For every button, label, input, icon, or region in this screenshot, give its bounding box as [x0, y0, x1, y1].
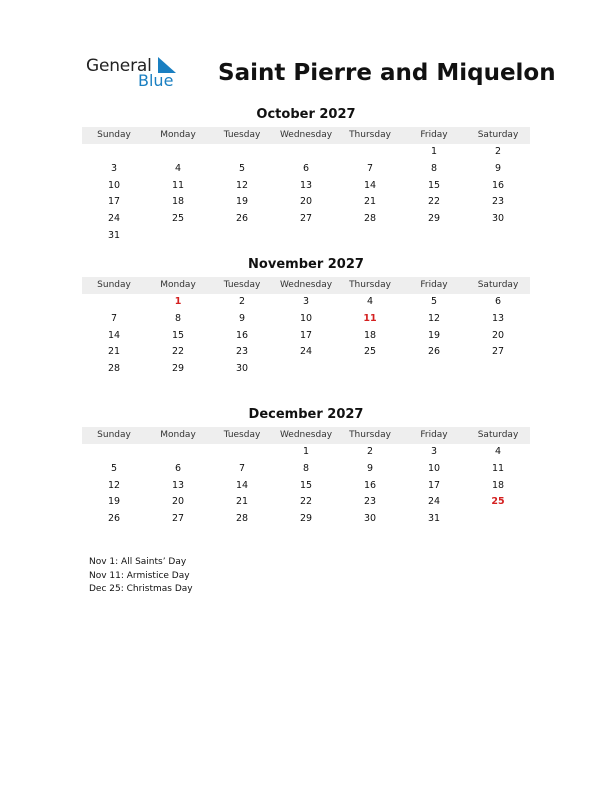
- month-title: November 2027: [248, 257, 364, 272]
- day-cell: 24: [299, 346, 313, 358]
- day-cell: 12: [235, 179, 249, 191]
- day-cell: 18: [171, 196, 185, 208]
- day-cell: 27: [299, 213, 313, 225]
- day-cell: 4: [366, 296, 374, 307]
- day-cell: 3: [302, 296, 310, 307]
- day-cell: 5: [430, 296, 438, 307]
- day-cell: 23: [491, 196, 505, 208]
- holiday-day-cell: 25: [491, 496, 505, 508]
- day-cell: 13: [299, 179, 313, 191]
- month-title: October 2027: [256, 107, 356, 122]
- day-cell: 13: [491, 312, 505, 324]
- empty-day-cell: [210, 444, 274, 461]
- weekday-header: [82, 127, 530, 144]
- day-cell: 11: [171, 179, 185, 191]
- day-cell: 12: [107, 479, 121, 491]
- weekday-label: Sunday: [97, 130, 131, 140]
- day-cell: 2: [494, 146, 502, 157]
- day-grid: [82, 144, 530, 245]
- day-cell: 8: [430, 162, 438, 174]
- day-cell: 24: [107, 213, 121, 225]
- day-cell: 5: [238, 162, 246, 174]
- day-cell: 17: [107, 196, 121, 208]
- day-cell: 25: [363, 346, 377, 358]
- page-title: Saint Pierre and Miquelon: [218, 60, 556, 86]
- day-cell: 14: [363, 179, 377, 191]
- day-cell: 28: [363, 213, 377, 225]
- day-cell: 4: [494, 446, 502, 457]
- logo-text-blue: Blue: [138, 71, 174, 90]
- day-cell: 30: [235, 363, 249, 375]
- weekday-header: [82, 427, 530, 444]
- day-cell: 16: [491, 179, 505, 191]
- empty-day-cell: [82, 294, 146, 311]
- day-cell: 7: [366, 162, 374, 174]
- day-cell: 19: [235, 196, 249, 208]
- day-cell: 21: [363, 196, 377, 208]
- day-cell: 15: [171, 329, 185, 341]
- day-cell: 31: [427, 513, 441, 525]
- weekday-label: Friday: [420, 430, 448, 440]
- day-cell: 21: [235, 496, 249, 508]
- day-cell: 22: [299, 496, 313, 508]
- weekday-label: Saturday: [477, 130, 519, 140]
- day-grid: [82, 444, 530, 528]
- logo-text-general: General: [86, 56, 152, 76]
- weekday-label: Wednesday: [279, 280, 333, 290]
- day-cell: 19: [107, 496, 121, 508]
- day-cell: 26: [107, 513, 121, 525]
- day-cell: 19: [427, 329, 441, 341]
- day-cell: 12: [427, 312, 441, 324]
- day-cell: 9: [366, 462, 374, 474]
- weekday-label: Sunday: [97, 430, 131, 440]
- empty-day-cell: [146, 444, 210, 461]
- calendar-month-october: [82, 106, 530, 245]
- day-cell: 25: [171, 213, 185, 225]
- day-cell: 20: [491, 329, 505, 341]
- day-cell: 31: [107, 229, 121, 241]
- day-cell: 30: [363, 513, 377, 525]
- holiday-day-cell: 11: [363, 312, 377, 324]
- day-cell: 17: [427, 479, 441, 491]
- day-cell: 2: [238, 296, 246, 307]
- day-cell: 5: [110, 462, 118, 474]
- day-cell: 20: [171, 496, 185, 508]
- day-cell: 3: [430, 446, 438, 457]
- empty-day-cell: [82, 444, 146, 461]
- day-cell: 10: [299, 312, 313, 324]
- holiday-notes: [89, 556, 193, 597]
- day-cell: 28: [235, 513, 249, 525]
- weekday-label: Thursday: [349, 430, 391, 440]
- day-cell: 17: [299, 329, 313, 341]
- day-cell: 7: [238, 462, 246, 474]
- day-cell: 16: [235, 329, 249, 341]
- day-cell: 7: [110, 312, 118, 324]
- day-cell: 15: [299, 479, 313, 491]
- day-cell: 22: [171, 346, 185, 358]
- weekday-label: Monday: [160, 280, 196, 290]
- day-grid: [82, 294, 530, 378]
- calendar-month-december: [82, 406, 530, 528]
- day-cell: 15: [427, 179, 441, 191]
- weekday-label: Monday: [160, 130, 196, 140]
- day-cell: 29: [299, 513, 313, 525]
- day-cell: 14: [107, 329, 121, 341]
- day-cell: 29: [427, 213, 441, 225]
- day-cell: 23: [363, 496, 377, 508]
- day-cell: 9: [238, 312, 246, 324]
- day-cell: 11: [491, 462, 505, 474]
- day-cell: 22: [427, 196, 441, 208]
- weekday-label: Wednesday: [279, 130, 333, 140]
- day-cell: 14: [235, 479, 249, 491]
- day-cell: 1: [302, 446, 310, 457]
- weekday-header: [82, 277, 530, 294]
- weekday-label: Thursday: [349, 280, 391, 290]
- weekday-label: Friday: [420, 130, 448, 140]
- weekday-label: Tuesday: [223, 130, 261, 140]
- weekday-label: Saturday: [477, 280, 519, 290]
- empty-day-cell: [210, 144, 274, 161]
- day-cell: 8: [174, 312, 182, 324]
- weekday-label: Friday: [420, 280, 448, 290]
- holiday-note: Nov 11: Armistice Day: [89, 570, 190, 581]
- day-cell: 24: [427, 496, 441, 508]
- day-cell: 26: [427, 346, 441, 358]
- holiday-note: Dec 25: Christmas Day: [89, 584, 193, 594]
- month-title: December 2027: [248, 407, 364, 422]
- day-cell: 21: [107, 346, 121, 358]
- day-cell: 6: [494, 296, 502, 307]
- day-cell: 4: [174, 162, 182, 174]
- day-cell: 18: [363, 329, 377, 341]
- weekday-label: Monday: [160, 430, 196, 440]
- day-cell: 6: [174, 462, 182, 474]
- empty-day-cell: [274, 144, 338, 161]
- weekday-label: Wednesday: [279, 430, 333, 440]
- day-cell: 20: [299, 196, 313, 208]
- day-cell: 28: [107, 363, 121, 375]
- weekday-label: Tuesday: [223, 280, 261, 290]
- day-cell: 8: [302, 462, 310, 474]
- generalblue-logo: [86, 56, 182, 92]
- day-cell: 3: [110, 162, 118, 174]
- calendar-month-november: [82, 256, 530, 378]
- holiday-day-cell: 1: [174, 296, 182, 307]
- weekday-label: Tuesday: [223, 430, 261, 440]
- day-cell: 29: [171, 363, 185, 375]
- day-cell: 27: [171, 513, 185, 525]
- empty-day-cell: [82, 144, 146, 161]
- day-cell: 27: [491, 346, 505, 358]
- empty-day-cell: [338, 144, 402, 161]
- day-cell: 13: [171, 479, 185, 491]
- day-cell: 10: [427, 462, 441, 474]
- holiday-note: Nov 1: All Saints’ Day: [89, 557, 187, 567]
- day-cell: 9: [494, 162, 502, 174]
- empty-day-cell: [146, 144, 210, 161]
- weekday-label: Sunday: [97, 280, 131, 290]
- weekday-label: Saturday: [477, 430, 519, 440]
- day-cell: 10: [107, 179, 121, 191]
- day-cell: 6: [302, 162, 310, 174]
- day-cell: 1: [430, 146, 438, 157]
- day-cell: 26: [235, 213, 249, 225]
- day-cell: 2: [366, 446, 374, 457]
- day-cell: 16: [363, 479, 377, 491]
- day-cell: 23: [235, 346, 249, 358]
- day-cell: 30: [491, 213, 505, 225]
- weekday-label: Thursday: [349, 130, 391, 140]
- day-cell: 18: [491, 479, 505, 491]
